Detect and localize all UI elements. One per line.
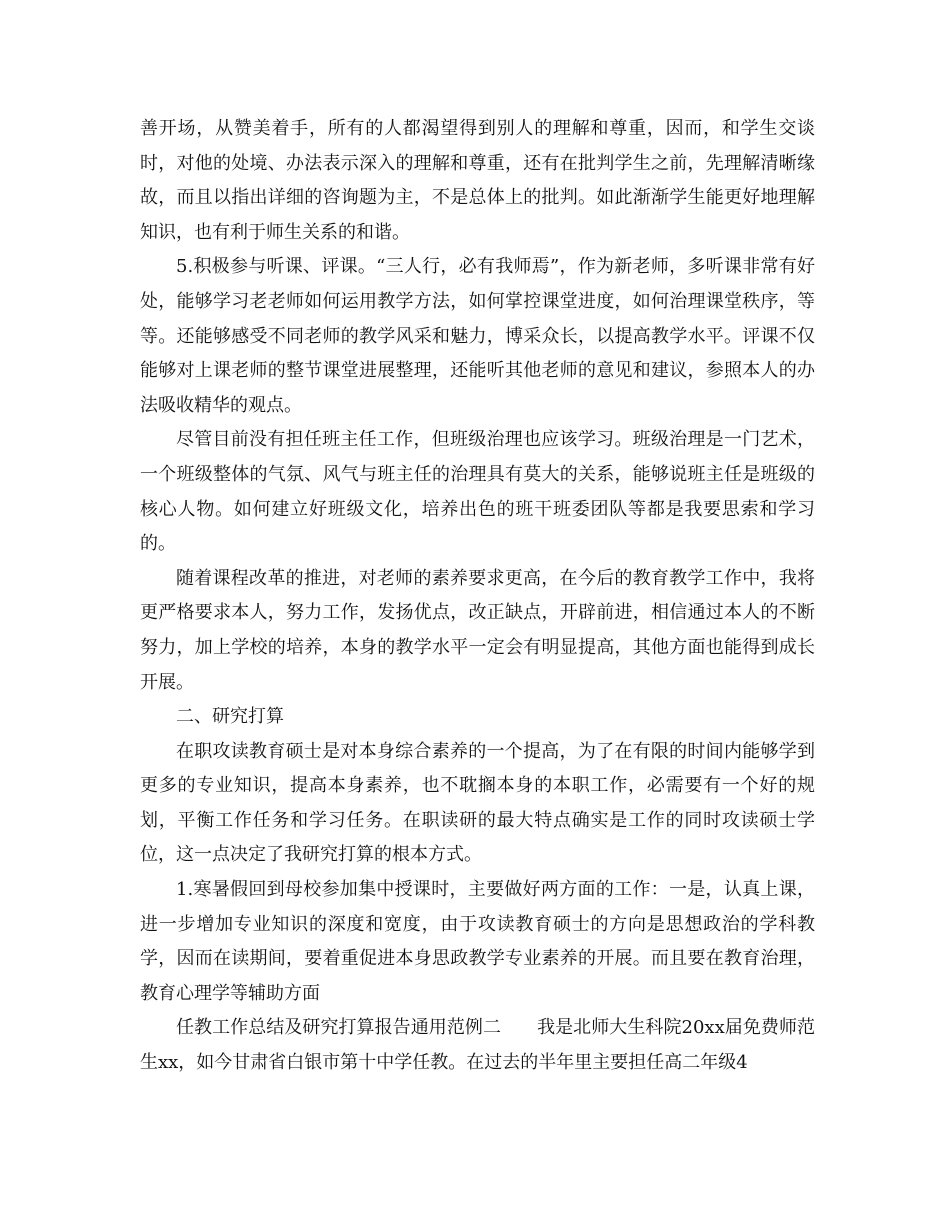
paragraph-praise-communication: 善开场，从赞美着手，所有的人都渴望得到别人的理解和尊重，因而，和学生交谈时，对他的处境、办法表示深入的理解和尊重，还有在批判学生之前，先理解清晰缘故，而且以指出详细的咨询题为主，不是总体上的批判。如此渐渐学生能更好地理解知识，也有利于师生关系的和谐。 — [140, 118, 815, 243]
paragraph-holiday-courses: 1.寒暑假回到母校参加集中授课时，主要做好两方面的工作：一是，认真上课，进一步增加专业知识的深度和宽度，由于攻读教育硕士的方向是思想政治的学科教学，因而在读期间，要着重促进本身思政教学专业素养的开展。而且要在教育治理，教育心理学等辅助方面 — [140, 879, 815, 1004]
example-two-text: 我是北师大生科院20xx届免费师范生xx，如今甘肃省白银市第十中学任教。在过去的半年里主要担任高二年级4 — [140, 1017, 816, 1074]
paragraph-in-service-master: 在职攻读教育硕士是对本身综合素养的一个提高，为了在有限的时间内能够学到更多的专业知识，提高本身素养，也不耽搁本身的本职工作，必需要有一个好的规划，平衡工作任务和学习任务。在职读研的最大特点确实是工作的同时攻读硕士学位，这一点决定了我研究打算的根本方式。 — [140, 740, 815, 866]
paragraph-class-management: 尽管目前没有担任班主任工作，但班级治理也应该学习。班级治理是一门艺术，一个班级整体的气氛、风气与班主任的治理具有莫大的关系，能够说班主任是班级的核心人物。如何建立好班级文化，培养出色的班干班委团队等都是我要思索和学习的。 — [140, 429, 815, 555]
document-body — [140, 112, 815, 1081]
paragraph-curriculum-reform: 随着课程改革的推进，对老师的素养要求更高，在今后的教育教学工作中，我将更严格要求本人，努力工作，发扬优点，改正缺点，开辟前进，相信通过本人的不断努力，加上学校的培养，本身的教学水平一定会有明显提高，其他方面也能得到成长开展。 — [140, 567, 815, 693]
example-two-title: 任教工作总结及研究打算报告通用范例二 — [176, 1017, 502, 1039]
paragraph-lesson-observation: 5.积极参与听课、评课。“三人行，必有我师焉”，作为新老师，多听课非常有好处，能够学习老老师如何运用教学方法，如何掌控课堂进度，如何治理课堂秩序，等等。还能够感受不同老师的教学风采和魅力，博采众长，以提高教学水平。评课不仅能够对上课老师的整节课堂进展整理，还能听其他老师的意见和建议，参照本人的办法吸收精华的观点。 — [140, 256, 815, 416]
paragraph-example-two — [140, 1011, 815, 1080]
section-heading-study-plan: 二、研究打算 — [176, 706, 284, 728]
